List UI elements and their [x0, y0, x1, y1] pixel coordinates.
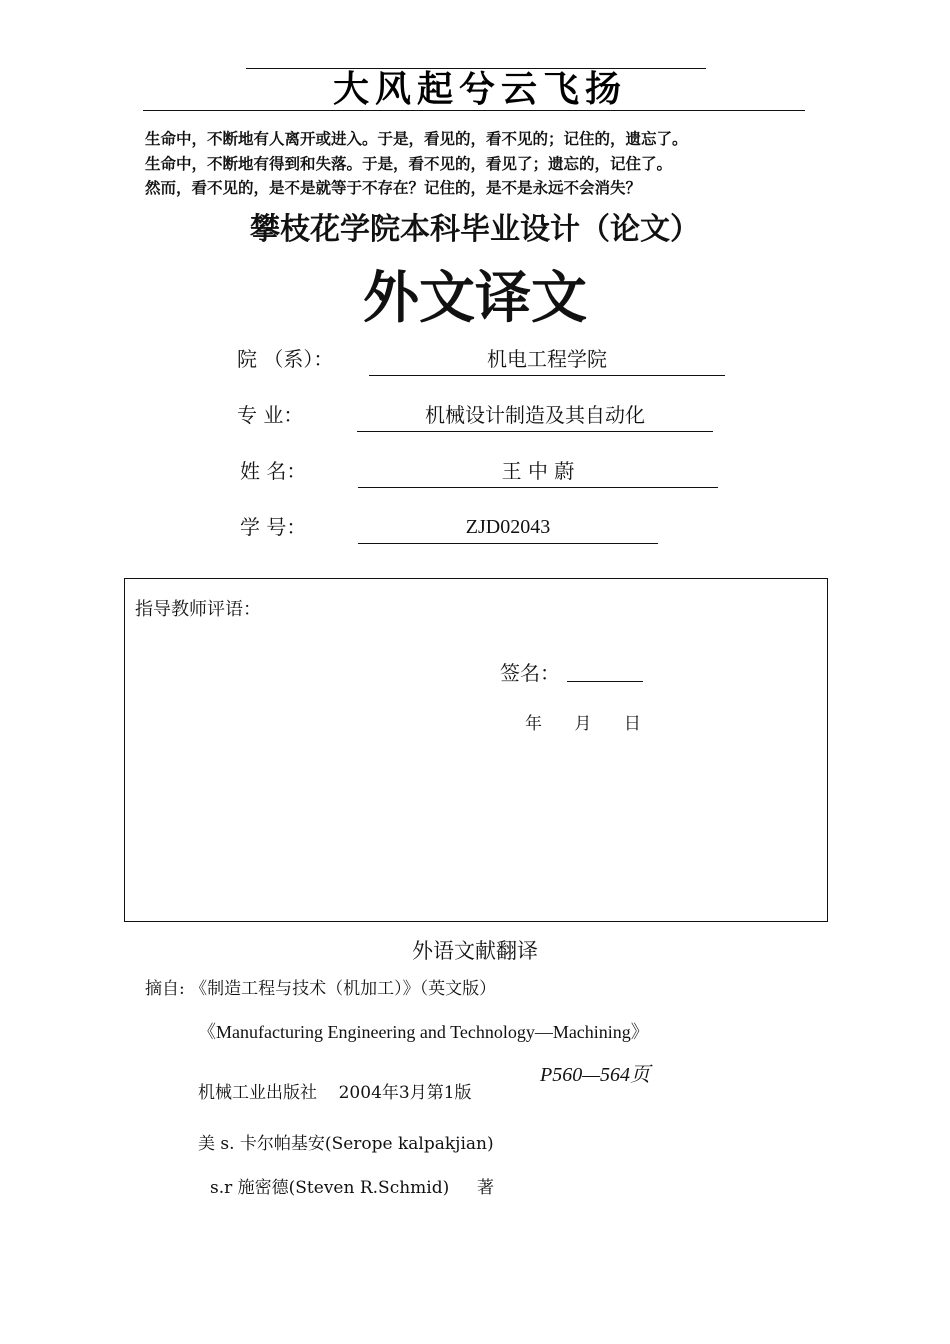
department-value: 机电工程学院	[369, 345, 725, 376]
school-title: 攀枝花学院本科毕业设计（论文）	[250, 212, 700, 247]
publisher-info: 机械工业出版社 2004年3月第1版	[198, 1083, 472, 1103]
page-range: P560—564页	[540, 1064, 650, 1086]
student-id-row	[240, 513, 740, 545]
author-1: 美 s. 卡尔帕基安(Serope kalpakjian)	[198, 1134, 494, 1154]
date-label: 年 月 日	[525, 714, 641, 734]
author-2: s.r 施密德(Steven R.Schmid)	[210, 1178, 450, 1198]
poem-line-3: 然而，看不见的，是不是就等于不存在？记住的，是不是永远不会消失？	[145, 179, 642, 197]
name-value: 王 中 蔚	[358, 457, 718, 488]
major-row	[237, 401, 737, 433]
major-label: 专 业：	[237, 403, 304, 427]
banner-bottom-rule	[143, 110, 805, 111]
major-value: 机械设计制造及其自动化	[357, 401, 713, 432]
name-label: 姓 名：	[240, 459, 307, 483]
department-row	[237, 345, 737, 377]
signature-line	[567, 659, 643, 682]
advisor-comment-label: 指导教师评语：	[135, 599, 261, 620]
advisor-comment-box	[124, 578, 828, 922]
banner-calligraphy: 大风起兮云飞扬	[332, 68, 627, 110]
translation-heading: 外语文献翻译	[412, 939, 538, 963]
student-id-label: 学 号：	[240, 515, 307, 539]
document-title: 外文译文	[363, 266, 587, 331]
author-suffix: 著	[477, 1178, 494, 1198]
name-row	[240, 457, 740, 489]
excerpt-source: 摘自: 《制造工程与技术（机加工）》（英文版）	[145, 979, 497, 999]
poem-line-1: 生命中，不断地有人离开或进入。于是，看见的，看不见的；记住的，遗忘了。	[145, 130, 688, 148]
english-book-title: 《Manufacturing Engineering and Technology—Machining》	[198, 1022, 649, 1042]
department-label: 院 （系）：	[237, 347, 334, 371]
student-id-value: ZJD02043	[358, 513, 658, 544]
signature-label: 签名：	[500, 661, 560, 685]
poem-line-2: 生命中，不断地有得到和失落。于是，看不见的，看见了；遗忘的，记住了。	[145, 155, 673, 173]
